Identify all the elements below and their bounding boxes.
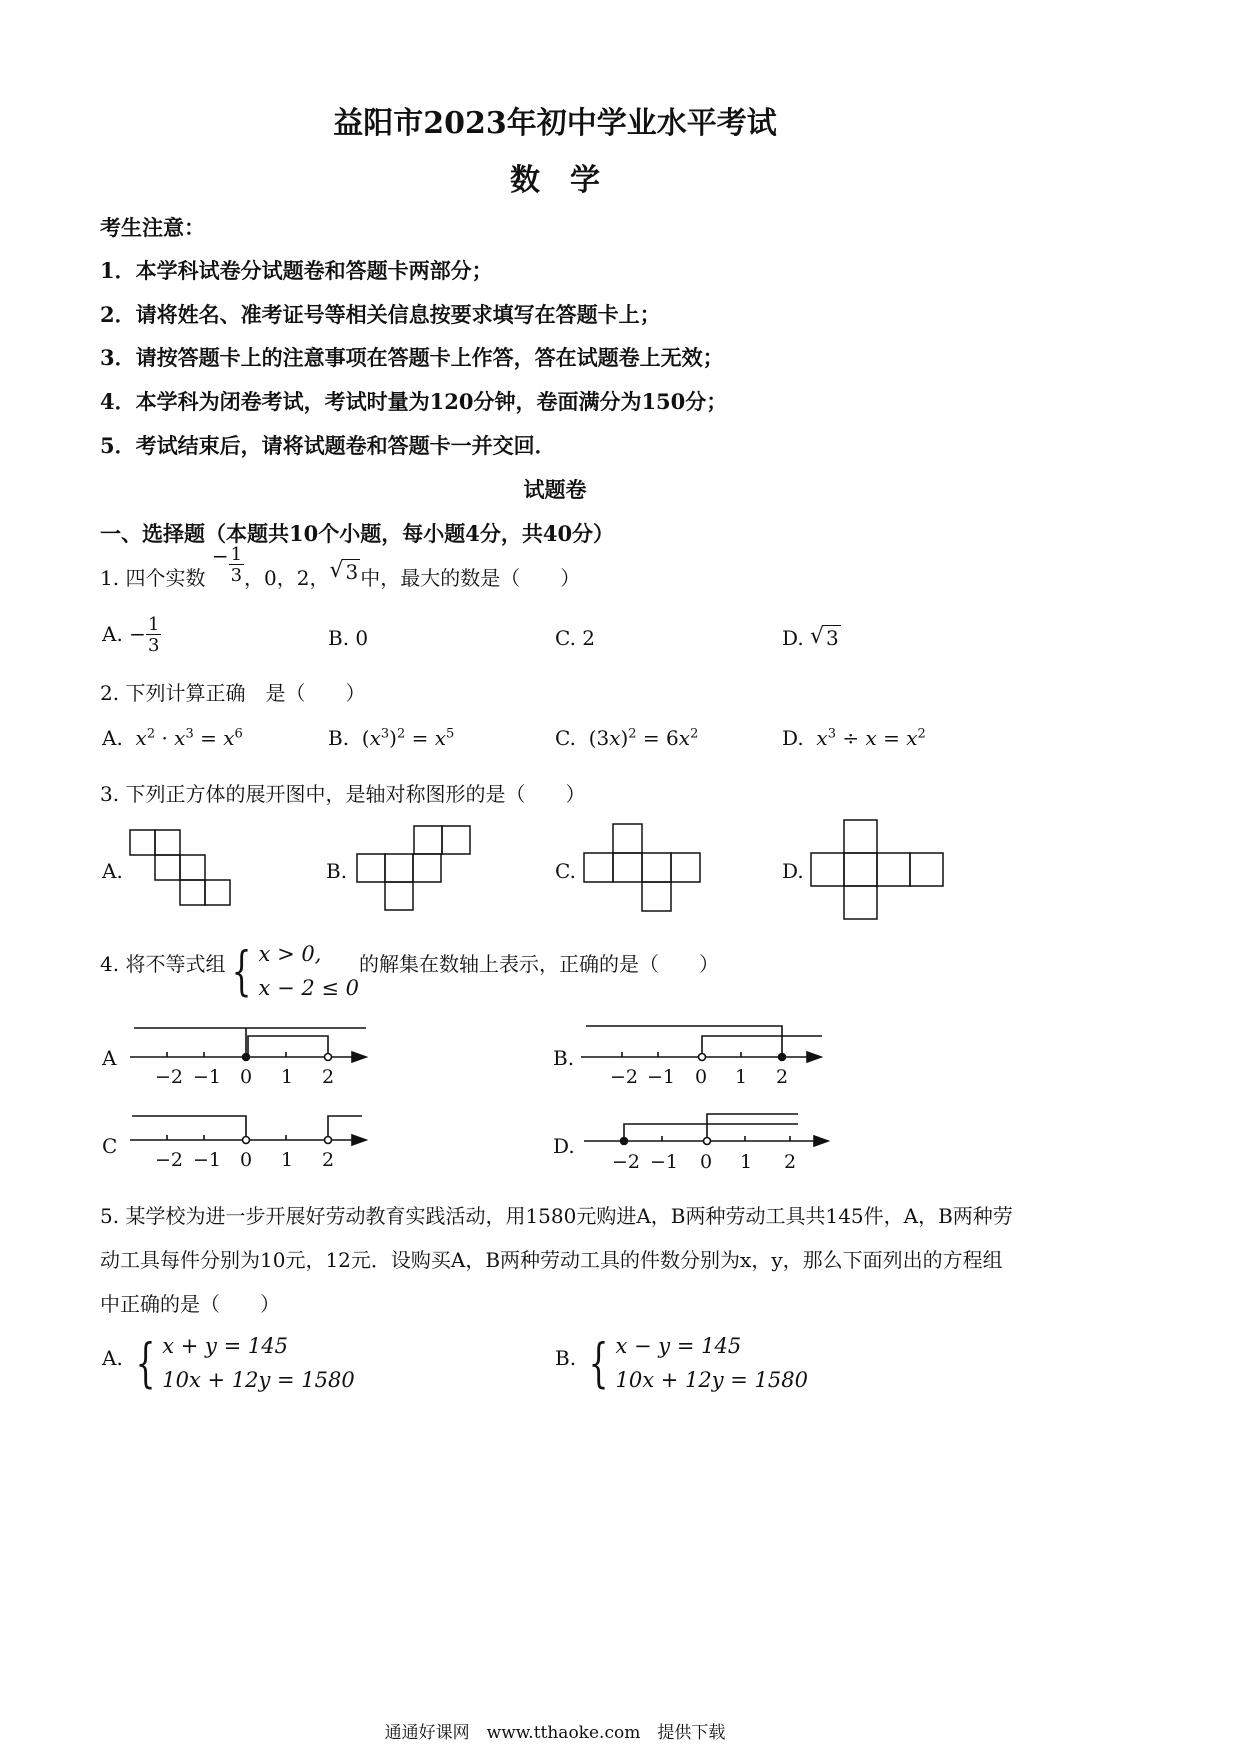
q4-label-a: A	[102, 1046, 117, 1070]
q1-fraction: $\frac{1}{3}$	[230, 544, 243, 586]
q3-label-a: A.	[102, 859, 123, 883]
q1-prefix: 1. 四个实数	[100, 566, 206, 590]
q4-label-d: D.	[553, 1134, 575, 1158]
svg-text:1: 1	[281, 1149, 294, 1171]
svg-text:0: 0	[695, 1066, 708, 1088]
notice-item: 1．本学科试卷分试题卷和答题卡两部分；	[100, 258, 493, 283]
exam-subject: 数 学	[510, 163, 600, 198]
q2-option-a: A. $x^2 \cdot x^3 = x^6$	[102, 726, 243, 750]
q1-root: √ 3	[329, 560, 360, 584]
svg-text:0: 0	[700, 1151, 713, 1173]
number-line-b	[581, 1026, 822, 1062]
svg-text:−2: −2	[612, 1151, 641, 1173]
svg-text:2: 2	[784, 1151, 797, 1173]
q4-label-c: C	[102, 1134, 118, 1158]
q2-option-c: C. $(3x)^2 = 6x^2$	[555, 726, 699, 750]
number-line-c	[130, 1116, 366, 1145]
svg-text:−2: −2	[155, 1066, 184, 1088]
number-line-a	[130, 1028, 366, 1062]
svg-text:−2: −2	[155, 1149, 184, 1171]
notice-item: 4．本学科为闭卷考试，考试时量为120分钟，卷面满分为150分；	[100, 389, 728, 414]
notice-item: 5．考试结束后，请将试题卷和答题卡一并交回．	[100, 433, 556, 458]
q4-inequality-1: x > 0,	[258, 942, 322, 966]
number-line-ticks	[155, 1066, 796, 1173]
footer-source: 通通好课网 www.tthaoke.com 提供下载	[384, 1723, 726, 1743]
svg-text:−2: −2	[610, 1066, 639, 1088]
q5-option-a: A. { x + y = 145 10x + 12y = 1580	[102, 1333, 355, 1394]
svg-text:−1: −1	[193, 1149, 222, 1171]
svg-text:−1: −1	[650, 1151, 679, 1173]
svg-text:2: 2	[322, 1066, 335, 1088]
svg-text:1: 1	[735, 1066, 748, 1088]
q4-inequality-2: x − 2 ≤ 0	[258, 975, 360, 1000]
q1-option-d: D. √ 3	[782, 626, 841, 650]
q5-option-b: B. { x − y = 145 10x + 12y = 1580	[555, 1333, 809, 1394]
svg-text:2: 2	[776, 1066, 789, 1088]
q1-mid: ，0，2，	[244, 566, 330, 590]
question-5-line-3: 中正确的是（ ）	[100, 1292, 280, 1316]
q1-option-b: B. 0	[328, 626, 369, 650]
q3-label-c: C.	[555, 859, 576, 883]
q1-option-d-root: √ 3	[810, 626, 841, 650]
svg-text:1: 1	[740, 1151, 753, 1173]
notice-heading: 考生注意：	[100, 215, 205, 240]
q1-option-c: C. 2	[555, 626, 596, 650]
question-5-line-1: 5. 某学校为进一步开展好劳动教育实践活动，用1580元购进A，B两种劳动工具共145件，A，B两种劳	[100, 1204, 1013, 1228]
q3-label-b: B.	[326, 859, 348, 883]
paper-label: 试题卷	[523, 477, 587, 502]
svg-text:−1: −1	[647, 1066, 676, 1088]
question-3: 3. 下列正方体的展开图中，是轴对称图形的是（ ）	[100, 782, 586, 806]
q1-minus: −	[211, 544, 229, 568]
q2-option-d: D. $x^3 \div x = x^2$	[782, 726, 926, 750]
svg-text:2: 2	[322, 1149, 335, 1171]
question-5-line-2: 动工具每件分别为10元，12元．设购买A，B两种劳动工具的件数分别为x，y，那么下面列出的方程组	[100, 1248, 1003, 1272]
q1-suffix: 中，最大的数是（ ）	[360, 566, 581, 590]
svg-text:0: 0	[240, 1149, 253, 1171]
svg-text:1: 1	[281, 1066, 294, 1088]
q3-label-d: D.	[782, 859, 804, 883]
svg-text:−1: −1	[193, 1066, 222, 1088]
exam-title: 益阳市2023年初中学业水平考试	[333, 106, 777, 141]
notice-item: 3．请按答题卡上的注意事项在答题卡上作答，答在试题卷上无效；	[100, 345, 724, 370]
number-line-d	[584, 1114, 828, 1146]
notice-item: 2．请将姓名、准考证号等相关信息按要求填写在答题卡上；	[100, 302, 661, 327]
svg-text:0: 0	[240, 1066, 253, 1088]
q1-option-a: A. − $\frac{1}{3}$	[102, 614, 160, 656]
section-heading: 一、选择题（本题共10个小题，每小题4分，共40分）	[100, 521, 615, 546]
q4-label-b: B.	[553, 1046, 575, 1070]
q2-option-b: B. $(x^3)^2 = x^5$	[328, 726, 455, 750]
q1-option-a-fraction: $\frac{1}{3}$	[147, 614, 160, 656]
question-4: 4. 将不等式组 { x > 0, x − 2 ≤ 0 的解集在数轴上表示，正确的是（ ）	[100, 938, 719, 1005]
question-2: 2. 下列计算正确 是（ ）	[100, 681, 366, 705]
